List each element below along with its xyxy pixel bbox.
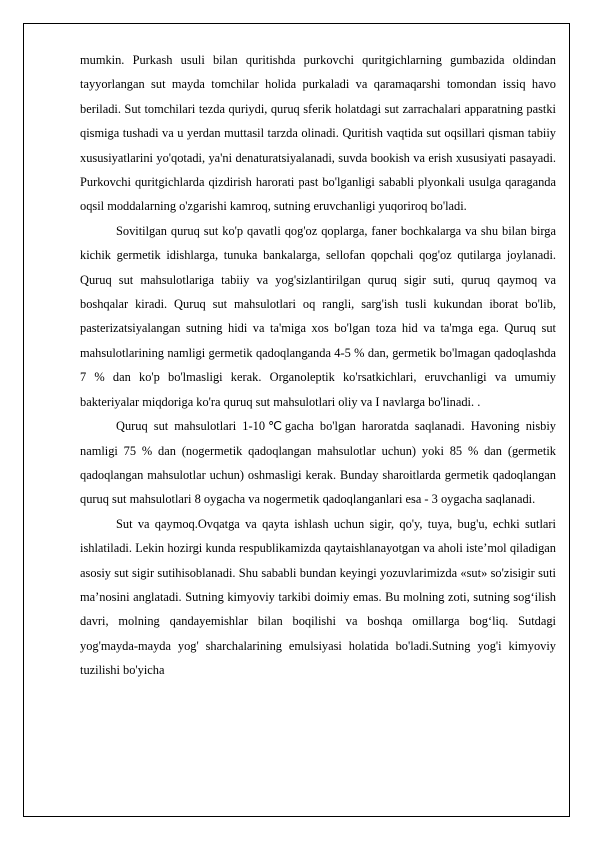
paragraph-1: mumkin. Purkash usuli bilan quritishda purkovchi quritgichlarning gumbazida oldindan tayyorlangan sut mayda tomchilar holida purkaladi va qaramaqarshi tomondan issiq havo beriladi. Sut tomchilari tezda quriydi, quruq sferik holatdagi sut zarrachalari apparatning pastki qismiga tushadi va u yerdan muttasil tarzda olinadi. Quritish vaqtida sut oqsillari qisman tabiiy xususiyatlarini yo'qotadi, ya'ni denaturatsiyalanadi, suvda bookish va erish xususiyati pasayadi. Purkovchi quritgichlarda qizdirish harorati past bo'lganligi sababli plyonkali usulga qaraganda oqsil moddalarning o'zgarishi kamroq, sutning eruvchanligi yuqoriroq bo'ladi. bbox=[80, 53, 556, 214]
document-body bbox=[80, 48, 556, 683]
paragraph-4: Sut va qaymoq.Ovqatga va qayta ishlash uchun sigir, qo'y, tuya, bug'u, echki sutlari ishlatiladi. Lekin hozirgi kunda respublikamizda qaytaishlanayotgan va aholi iste’mol qiladigan asosiy sut sigir sutihisoblanadi. Shu sababli bundan keyingi yozuvlarimizda «sut» so'zisigir suti ma’nosini anglatadi. Sutning kimyoviy tarkibi doimiy emas. Bu molning zoti, sutning sog‘ilish davri, molning qandayemishlar bilan boqilishi va boshqa omillarga bog‘liq. Sutdagi yog'mayda-mayda yog' sharchalarining emulsiyasi holatida bo'ladi.Sutning yog'i kimyoviy tuzilishi bo'yicha bbox=[80, 516, 556, 678]
paragraph-2: Sovitilgan quruq sut ko'p qavatli qog'oz qoplarga, faner bochkalarga va shu bilan birga kichik germetik idishlarga, tunuka bankalarga, sellofan qopchali qog'oz qutilarga joylanadi. Quruq sut mahsulotlariga tabiiy va yog'sizlantirilgan quruq sigir suti, quruq qaymoq va boshqalar kiradi. Quruq sut mahsulotlari oq rangli, sarg'ish tusli kukundan iborat bo'lib, pasterizatsiyalangan sutning hidi va ta'miga xos bo'lgan toza hid va ta'mga ega. Quruq sut mahsulotlarining namligi germetik qadoqlanganda 4-5 % dan, germetik bo'lmagan qadoqlashda 7 % dan ko'p bo'lmasligi kerak. Organoleptik ko'rsatkichlari, eruvchanligi va umumiy bakteriyalar miqdoriga ko'ra quruq sut mahsulotlari oliy va I navlarga bo'linadi. . bbox=[80, 223, 556, 409]
paragraph-3: Quruq sut mahsulotlari 1-10℃gacha bo'lgan haroratda saqlanadi. Havoning nisbiy namligi 75 % dan (nogermetik qadoqlangan mahsulotlar uchun) yoki 85 % dan (germetik qadoqlangan mahsulotlar uchun) oshmasligi kerak. Bunday sharoitlarda germetik qadoqlangan quruq sut mahsulotlari 8 oygacha va nogermetik qadoqlanganlari esa - 3 oygacha saqlanadi. bbox=[80, 419, 556, 507]
